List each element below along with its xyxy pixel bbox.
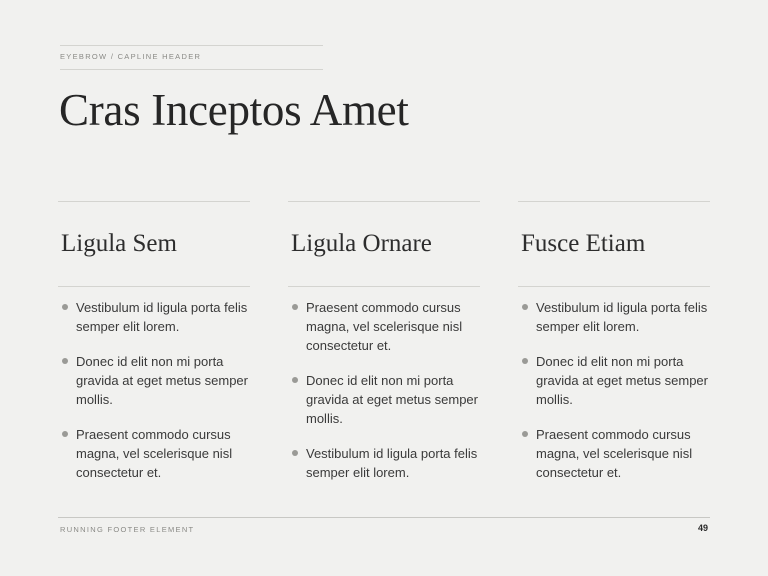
- bullet-list: [518, 298, 710, 498]
- eyebrow-header: EYEBROW / CAPLINE HEADER: [60, 52, 202, 61]
- bullet-dot-icon: [522, 431, 528, 437]
- bullet-dot-icon: [292, 450, 298, 456]
- column-top-rule: [288, 201, 480, 202]
- column-heading: Fusce Etiam: [521, 230, 646, 257]
- bullet-text: Vestibulum id ligula porta felis semper elit lorem.: [536, 300, 708, 334]
- list-item: [58, 298, 250, 336]
- eyebrow-bottom-rule: [60, 69, 323, 70]
- bullet-dot-icon: [292, 377, 298, 383]
- list-item: [518, 298, 710, 336]
- bullet-dot-icon: [62, 358, 68, 364]
- bullet-text: Donec id elit non mi porta gravida at eget metus semper mollis.: [536, 354, 708, 407]
- running-footer: RUNNING FOOTER ELEMENT: [60, 525, 195, 534]
- page-title: Cras Inceptos Amet: [59, 85, 409, 135]
- bullet-text: Praesent commodo cursus magna, vel scelerisque nisl consectetur et.: [306, 300, 463, 353]
- column-heading: Ligula Sem: [61, 230, 177, 257]
- bullet-dot-icon: [62, 304, 68, 310]
- list-item: [288, 444, 480, 482]
- bullet-text: Vestibulum id ligula porta felis semper elit lorem.: [306, 446, 478, 480]
- bullet-list: [288, 298, 480, 498]
- footer-rule: [58, 517, 710, 518]
- bullet-dot-icon: [292, 304, 298, 310]
- bullet-text: Vestibulum id ligula porta felis semper elit lorem.: [76, 300, 248, 334]
- list-item: [58, 425, 250, 482]
- page-number: 49: [697, 523, 708, 533]
- bullet-text: Praesent commodo cursus magna, vel scelerisque nisl consectetur et.: [536, 427, 693, 480]
- column-divider-rule: [58, 286, 250, 287]
- column-top-rule: [58, 201, 250, 202]
- column-divider-rule: [518, 286, 710, 287]
- column-heading: Ligula Ornare: [291, 230, 432, 257]
- list-item: [518, 352, 710, 409]
- bullet-dot-icon: [522, 304, 528, 310]
- bullet-dot-icon: [62, 431, 68, 437]
- list-item: [288, 371, 480, 428]
- list-item: [518, 425, 710, 482]
- bullet-dot-icon: [522, 358, 528, 364]
- bullet-text: Donec id elit non mi porta gravida at eget metus semper mollis.: [76, 354, 248, 407]
- eyebrow-top-rule: [60, 45, 323, 46]
- column-divider-rule: [288, 286, 480, 287]
- list-item: [288, 298, 480, 355]
- column-top-rule: [518, 201, 710, 202]
- bullet-text: Donec id elit non mi porta gravida at eget metus semper mollis.: [306, 373, 478, 426]
- bullet-text: Praesent commodo cursus magna, vel scelerisque nisl consectetur et.: [76, 427, 233, 480]
- bullet-list: [58, 298, 250, 498]
- list-item: [58, 352, 250, 409]
